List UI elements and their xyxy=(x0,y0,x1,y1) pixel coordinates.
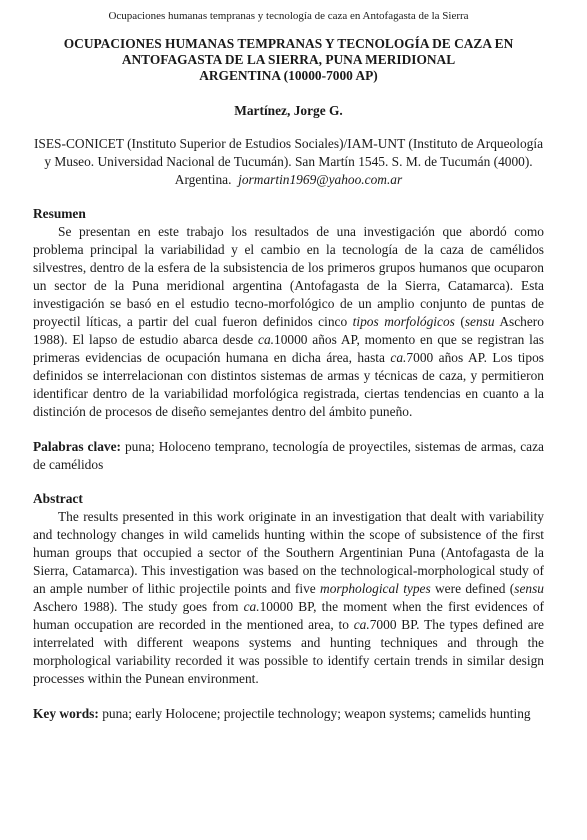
resumen-italic-3: ca. xyxy=(258,332,275,347)
abstract-paragraph xyxy=(33,508,544,688)
key-words xyxy=(33,705,544,723)
affiliation xyxy=(33,135,544,189)
resumen-text-1: Se presentan en este trabajo los resultados de una investigación que abordó como problema principal la variabilidad y el cambio en la tecnología de la caza de camélidos silvestres, dentro de la esfera de la subsistencia de los primeros grupos humanos que ocuparon un sector de la Puna meridional argentina (Antofagasta de la Sierra, Catamarca). Esta investigación se basó en el estudio tecno-morfológico de un amplio conjunto de puntas de proyectil líticas, a partir del cual fueron definidos cinco xyxy=(33,224,544,329)
abstract-italic-4: ca. xyxy=(353,617,370,632)
page xyxy=(33,0,544,723)
resumen-italic-2: sensu xyxy=(464,314,495,329)
key-words-label: Key words: xyxy=(33,706,99,721)
author: Martínez, Jorge G. xyxy=(234,103,343,118)
palabras-clave-text: puna; Holoceno temprano, tecnología de proyectiles, sistemas de armas, caza de camélidos xyxy=(33,439,544,472)
title-line-1: OCUPACIONES HUMANAS TEMPRANAS Y TECNOLOGÍA DE CAZA EN xyxy=(63,36,514,51)
resumen-text-2: ( xyxy=(460,314,465,329)
abstract-italic-1: morphological types xyxy=(320,581,431,596)
resumen-paragraph xyxy=(33,223,544,421)
abstract-text-4: 10000 BP, the moment when the first evidences of human occupation are recorded in the mentioned area, to xyxy=(33,599,544,632)
abstract-text-2: were defined ( xyxy=(435,581,515,596)
author-email: jormartin1969@yahoo.com.ar xyxy=(238,172,403,187)
abstract-text-5: 7000 BP. The types defined are interrelated with different weapons systems and hunting techniques and through the morphological variability recorded it was possible to identify certain trends in similar design processes within the Punean environment. xyxy=(33,617,544,686)
resumen-italic-4: ca. xyxy=(390,350,407,365)
abstract-text-1: The results presented in this work originate in an investigation that dealt with variability and technology changes in wild camelids hunting within the scope of subsistence of the first human groups that occupied a sector of the Southern Argentinian Puna (Antofagasta de la Sierra, Catamarca). This investigation was based on the technological-morphological study of an ample number of lithic projectile points and five xyxy=(33,509,544,596)
affiliation-text: ISES-CONICET (Instituto Superior de Estudios Sociales)/IAM-UNT (Instituto de Arqueología y Museo. Universidad Nacional de Tucumán). San Martín 1545. S. M. de Tucumán (4000). Argentina. xyxy=(33,136,544,187)
abstract-text-3: Aschero 1988). The study goes from xyxy=(33,599,239,614)
article-title xyxy=(33,36,544,84)
abstract-italic-2: sensu xyxy=(514,581,544,596)
resumen-text-4: 10000 años AP, momento en que se registran las primeras evidencias de ocupación humana en dicha área, hasta xyxy=(33,332,544,365)
title-line-3: ARGENTINA (10000-7000 AP) xyxy=(199,68,378,83)
key-words-text: puna; early Holocene; projectile technology; weapon systems; camelids hunting xyxy=(102,706,531,721)
abstract-italic-3: ca. xyxy=(243,599,260,614)
resumen-text-5: 7000 años AP. Los tipos definidos se interrelacionan con distintos sistemas de armas y técnicas de caza, y permitieron identificar dentro de la variabilidad morfológica registrada, ciertas tendencias en cuanto a la distinción de procesos de diseño semejantes dentro del ámbito puneño. xyxy=(33,350,544,419)
resumen-text-3: Aschero 1988). El lapso de estudio abarca desde xyxy=(33,314,544,347)
title-line-2: ANTOFAGASTA DE LA SIERRA, PUNA MERIDIONAL xyxy=(121,52,456,67)
resumen-heading: Resumen xyxy=(33,206,86,221)
palabras-clave xyxy=(33,438,544,474)
running-header: Ocupaciones humanas tempranas y tecnología de caza en Antofagasta de la Sierra xyxy=(108,10,469,22)
resumen-italic-1: tipos morfológicos xyxy=(352,314,455,329)
abstract-heading: Abstract xyxy=(33,491,83,506)
palabras-clave-label: Palabras clave: xyxy=(33,439,122,454)
